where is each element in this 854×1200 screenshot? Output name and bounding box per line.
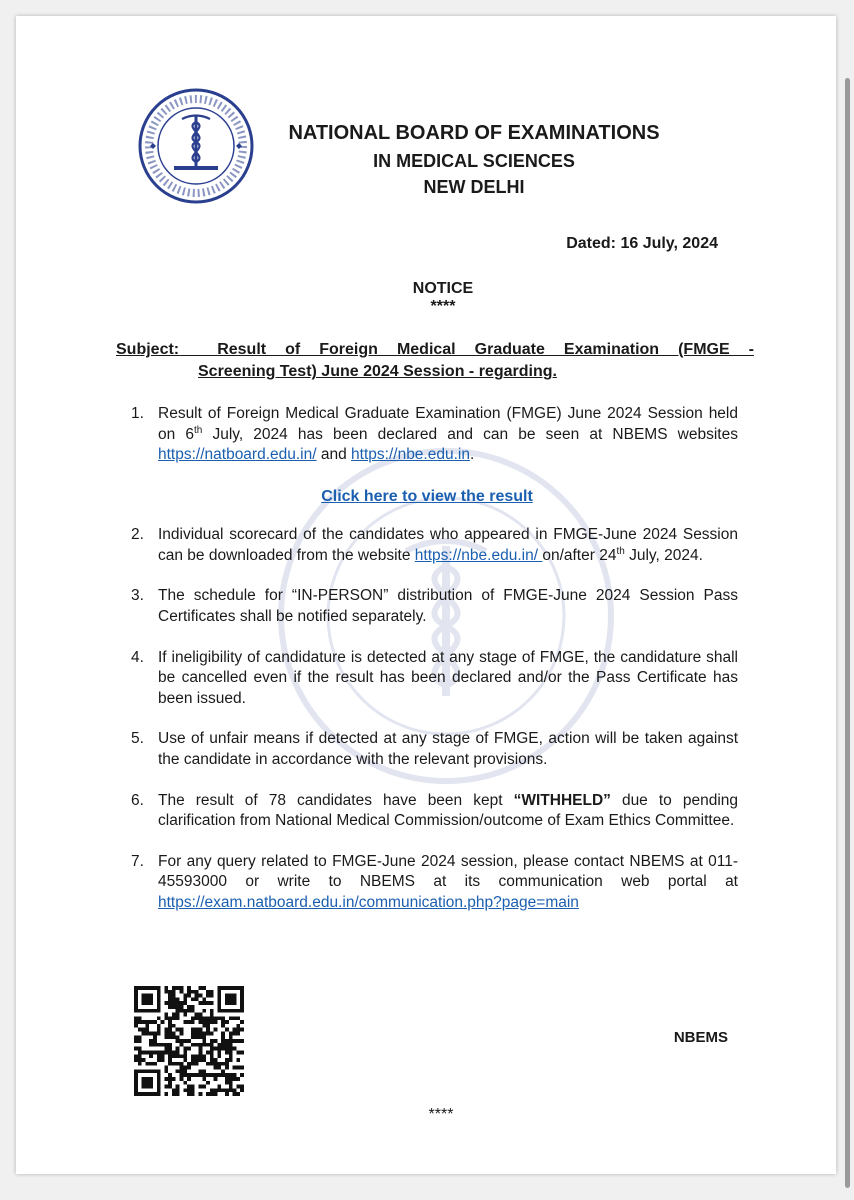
notice-title: NOTICE xyxy=(412,280,474,297)
ordinal-suffix: th xyxy=(616,545,625,557)
item-text: For any query related to FMGE-June 2024 session, please contact NBEMS at 011-45593000 or write to NBEMS at its communication web portal at xyxy=(158,852,738,891)
board-location: NEW DELHI xyxy=(423,177,525,198)
item-text: July, 2024 has been declared and can be seen at NBEMS websites xyxy=(202,425,738,443)
scrollbar[interactable] xyxy=(845,78,850,1188)
signature: NBEMS xyxy=(673,1029,728,1046)
item-text: The schedule for “IN-PERSON” distribution of FMGE-June 2024 Session Pass Certificates shall be notified separately. xyxy=(158,587,738,625)
item-text: The result of 78 candidates have been kept xyxy=(158,791,514,809)
nbe-seal-logo-icon xyxy=(136,86,256,206)
list-item xyxy=(116,525,738,566)
notice-stars: **** xyxy=(430,298,456,316)
list-item xyxy=(116,729,738,770)
subject-text-2: Screening Test) June 2024 Session - regarding. xyxy=(198,363,557,381)
scorecard-link[interactable]: https://nbe.edu.in/ xyxy=(414,546,543,564)
item-text: Result of Foreign Medical Graduate Examination (FMGE) June 2024 Session held on 6 xyxy=(158,405,738,443)
nbe-link[interactable]: https://nbe.edu.in xyxy=(351,446,470,464)
communication-portal-link[interactable]: https://exam.natboard.edu.in/communication.php?page=main xyxy=(158,894,579,912)
list-item xyxy=(116,586,738,627)
item-text: due to pending clarification from National Medical Commission/outcome of Exam Ethics Committee. xyxy=(158,791,739,830)
withheld-label: “WITHHELD” xyxy=(513,791,611,809)
item-number: 4. xyxy=(131,648,144,666)
board-name: NATIONAL BOARD OF EXAMINATIONS xyxy=(288,122,660,144)
item-number: 2. xyxy=(131,526,144,544)
list-item xyxy=(116,404,738,466)
document-page xyxy=(16,16,836,1174)
item-text: and xyxy=(316,446,352,464)
item-number: 7. xyxy=(131,852,144,870)
list-item xyxy=(116,852,738,914)
natboard-link[interactable]: https://natboard.edu.in/ xyxy=(158,446,317,464)
notice-heading xyxy=(368,280,518,317)
item-text: on/after 24 xyxy=(542,546,617,564)
list-item xyxy=(116,791,738,832)
item-number: 5. xyxy=(131,730,144,748)
item-text: July, 2024. xyxy=(624,546,703,564)
subject-text-1: Result of Foreign Medical Graduate Examination (FMGE - xyxy=(217,341,755,358)
ordinal-suffix: th xyxy=(193,424,203,436)
subject-line-1 xyxy=(116,339,754,361)
notice-items xyxy=(116,404,738,934)
notice-date: Dated: 16 July, 2024 xyxy=(566,235,718,252)
board-header xyxy=(264,119,684,200)
item-number: 3. xyxy=(131,587,144,605)
notice-subject xyxy=(116,339,754,384)
item-text: Individual scorecard of the candidates who appeared in FMGE-June 2024 Session can be downloaded from the website xyxy=(158,526,738,564)
item-text: . xyxy=(469,446,475,464)
board-name-line2: IN MEDICAL SCIENCES xyxy=(373,151,575,171)
item-text: Use of unfair means if detected at any stage of FMGE, action will be taken against the candidate in accordance with the relevant provisions. xyxy=(158,730,738,768)
list-item xyxy=(116,648,738,710)
item-number: 1. xyxy=(131,405,144,422)
item-number: 6. xyxy=(131,791,144,809)
view-result-link[interactable]: Click here to view the result xyxy=(321,487,533,505)
subject-label: Subject: xyxy=(116,341,180,358)
end-stars: **** xyxy=(428,1106,454,1123)
qr-code-icon[interactable] xyxy=(134,986,244,1096)
item-text: If ineligibility of candidature is detected at any stage of FMGE, the candidature shall be cancelled even if the result has been declared and/or the Pass Certificate has been issued. xyxy=(158,648,738,707)
view-result-row xyxy=(116,486,738,507)
